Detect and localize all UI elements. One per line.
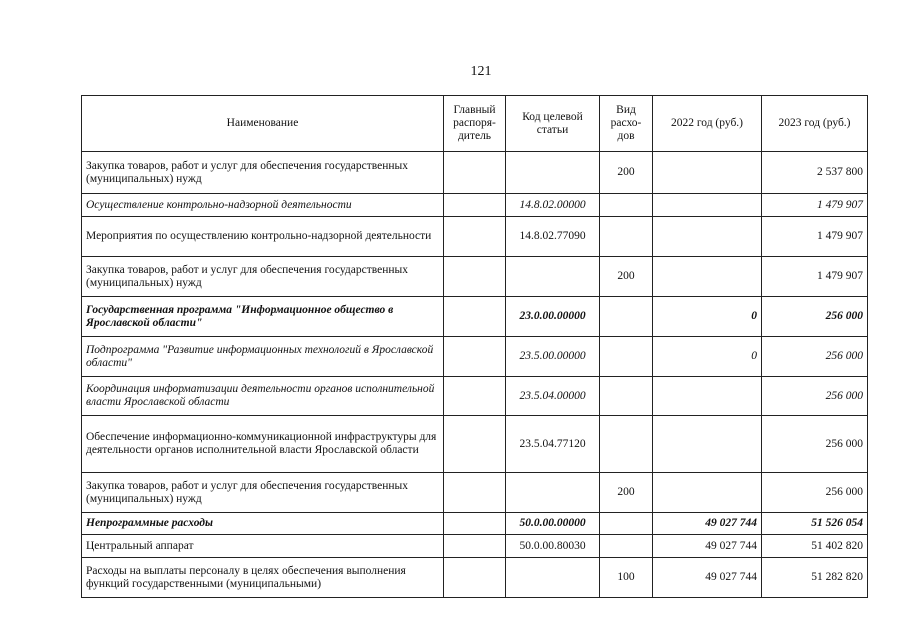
row-code: 14.8.02.00000 bbox=[506, 194, 600, 217]
row-name: Обеспечение информационно-коммуникационной инфраструктуры для деятельности органов исполнительной власти Ярославской области bbox=[82, 416, 444, 473]
row-manager bbox=[444, 217, 506, 257]
row-2022 bbox=[653, 217, 762, 257]
row-name: Непрограммные расходы bbox=[82, 513, 444, 535]
col-header-main-manager: Главный распоря-дитель bbox=[444, 96, 506, 152]
table-row bbox=[82, 194, 868, 217]
row-2023: 256 000 bbox=[762, 416, 868, 473]
row-manager bbox=[444, 152, 506, 194]
col-header-2022: 2022 год (руб.) bbox=[653, 96, 762, 152]
table-header-row bbox=[82, 96, 868, 152]
row-expense-type: 100 bbox=[600, 558, 653, 598]
table-row bbox=[82, 416, 868, 473]
col-header-name: Наименование bbox=[82, 96, 444, 152]
table-row bbox=[82, 152, 868, 194]
row-expense-type: 200 bbox=[600, 152, 653, 194]
row-expense-type: 200 bbox=[600, 473, 653, 513]
table-row bbox=[82, 377, 868, 416]
row-2023: 256 000 bbox=[762, 473, 868, 513]
table-row bbox=[82, 513, 868, 535]
row-name: Осуществление контрольно-надзорной деятельности bbox=[82, 194, 444, 217]
row-name: Центральный аппарат bbox=[82, 535, 444, 558]
row-manager bbox=[444, 473, 506, 513]
row-2023: 51 526 054 bbox=[762, 513, 868, 535]
row-name: Закупка товаров, работ и услуг для обеспечения государственных (муниципальных) нужд bbox=[82, 152, 444, 194]
row-manager bbox=[444, 337, 506, 377]
col-header-2023: 2023 год (руб.) bbox=[762, 96, 868, 152]
row-code: 23.0.00.00000 bbox=[506, 297, 600, 337]
row-2023: 256 000 bbox=[762, 377, 868, 416]
row-code: 50.0.00.80030 bbox=[506, 535, 600, 558]
row-2023: 2 537 800 bbox=[762, 152, 868, 194]
row-2022 bbox=[653, 257, 762, 297]
row-code: 23.5.00.00000 bbox=[506, 337, 600, 377]
row-2022 bbox=[653, 377, 762, 416]
row-code bbox=[506, 257, 600, 297]
row-expense-type bbox=[600, 377, 653, 416]
row-2022 bbox=[653, 416, 762, 473]
row-manager bbox=[444, 513, 506, 535]
row-name: Мероприятия по осуществлению контрольно-надзорной деятельности bbox=[82, 217, 444, 257]
row-2023: 1 479 907 bbox=[762, 194, 868, 217]
table-row bbox=[82, 297, 868, 337]
row-2022 bbox=[653, 152, 762, 194]
row-name: Закупка товаров, работ и услуг для обеспечения государственных (муниципальных) нужд bbox=[82, 473, 444, 513]
row-2023: 1 479 907 bbox=[762, 257, 868, 297]
row-code: 50.0.00.00000 bbox=[506, 513, 600, 535]
row-manager bbox=[444, 558, 506, 598]
row-expense-type bbox=[600, 217, 653, 257]
col-header-expense-type: Вид расхо-дов bbox=[600, 96, 653, 152]
row-name: Закупка товаров, работ и услуг для обеспечения государственных (муниципальных) нужд bbox=[82, 257, 444, 297]
page-number: 121 bbox=[470, 64, 492, 79]
row-2022: 49 027 744 bbox=[653, 513, 762, 535]
row-2023: 256 000 bbox=[762, 337, 868, 377]
row-2022: 49 027 744 bbox=[653, 558, 762, 598]
row-2022 bbox=[653, 473, 762, 513]
row-expense-type bbox=[600, 416, 653, 473]
row-name: Расходы на выплаты персоналу в целях обеспечения выполнения функций государственными (муниципальными) bbox=[82, 558, 444, 598]
table-row bbox=[82, 257, 868, 297]
row-name: Подпрограмма "Развитие информационных технологий в Ярославской области" bbox=[82, 337, 444, 377]
row-2022 bbox=[653, 194, 762, 217]
row-manager bbox=[444, 535, 506, 558]
row-manager bbox=[444, 194, 506, 217]
row-code bbox=[506, 473, 600, 513]
row-code: 14.8.02.77090 bbox=[506, 217, 600, 257]
row-expense-type: 200 bbox=[600, 257, 653, 297]
row-manager bbox=[444, 416, 506, 473]
row-2023: 51 282 820 bbox=[762, 558, 868, 598]
table-row bbox=[82, 535, 868, 558]
row-code: 23.5.04.77120 bbox=[506, 416, 600, 473]
table-row bbox=[82, 473, 868, 513]
row-2022: 49 027 744 bbox=[653, 535, 762, 558]
row-name: Государственная программа "Информационное общество в Ярославской области" bbox=[82, 297, 444, 337]
row-manager bbox=[444, 377, 506, 416]
row-2023: 256 000 bbox=[762, 297, 868, 337]
row-expense-type bbox=[600, 194, 653, 217]
row-2023: 51 402 820 bbox=[762, 535, 868, 558]
row-2022: 0 bbox=[653, 297, 762, 337]
row-code bbox=[506, 152, 600, 194]
row-expense-type bbox=[600, 513, 653, 535]
table-row bbox=[82, 217, 868, 257]
row-manager bbox=[444, 297, 506, 337]
budget-table bbox=[81, 95, 868, 598]
row-code bbox=[506, 558, 600, 598]
row-expense-type bbox=[600, 337, 653, 377]
row-2023: 1 479 907 bbox=[762, 217, 868, 257]
row-expense-type bbox=[600, 535, 653, 558]
table-row bbox=[82, 558, 868, 598]
table-row bbox=[82, 337, 868, 377]
row-code: 23.5.04.00000 bbox=[506, 377, 600, 416]
row-expense-type bbox=[600, 297, 653, 337]
row-2022: 0 bbox=[653, 337, 762, 377]
row-manager bbox=[444, 257, 506, 297]
row-name: Координация информатизации деятельности органов исполнительной власти Ярославской области bbox=[82, 377, 444, 416]
col-header-target-code: Код целевой статьи bbox=[506, 96, 600, 152]
